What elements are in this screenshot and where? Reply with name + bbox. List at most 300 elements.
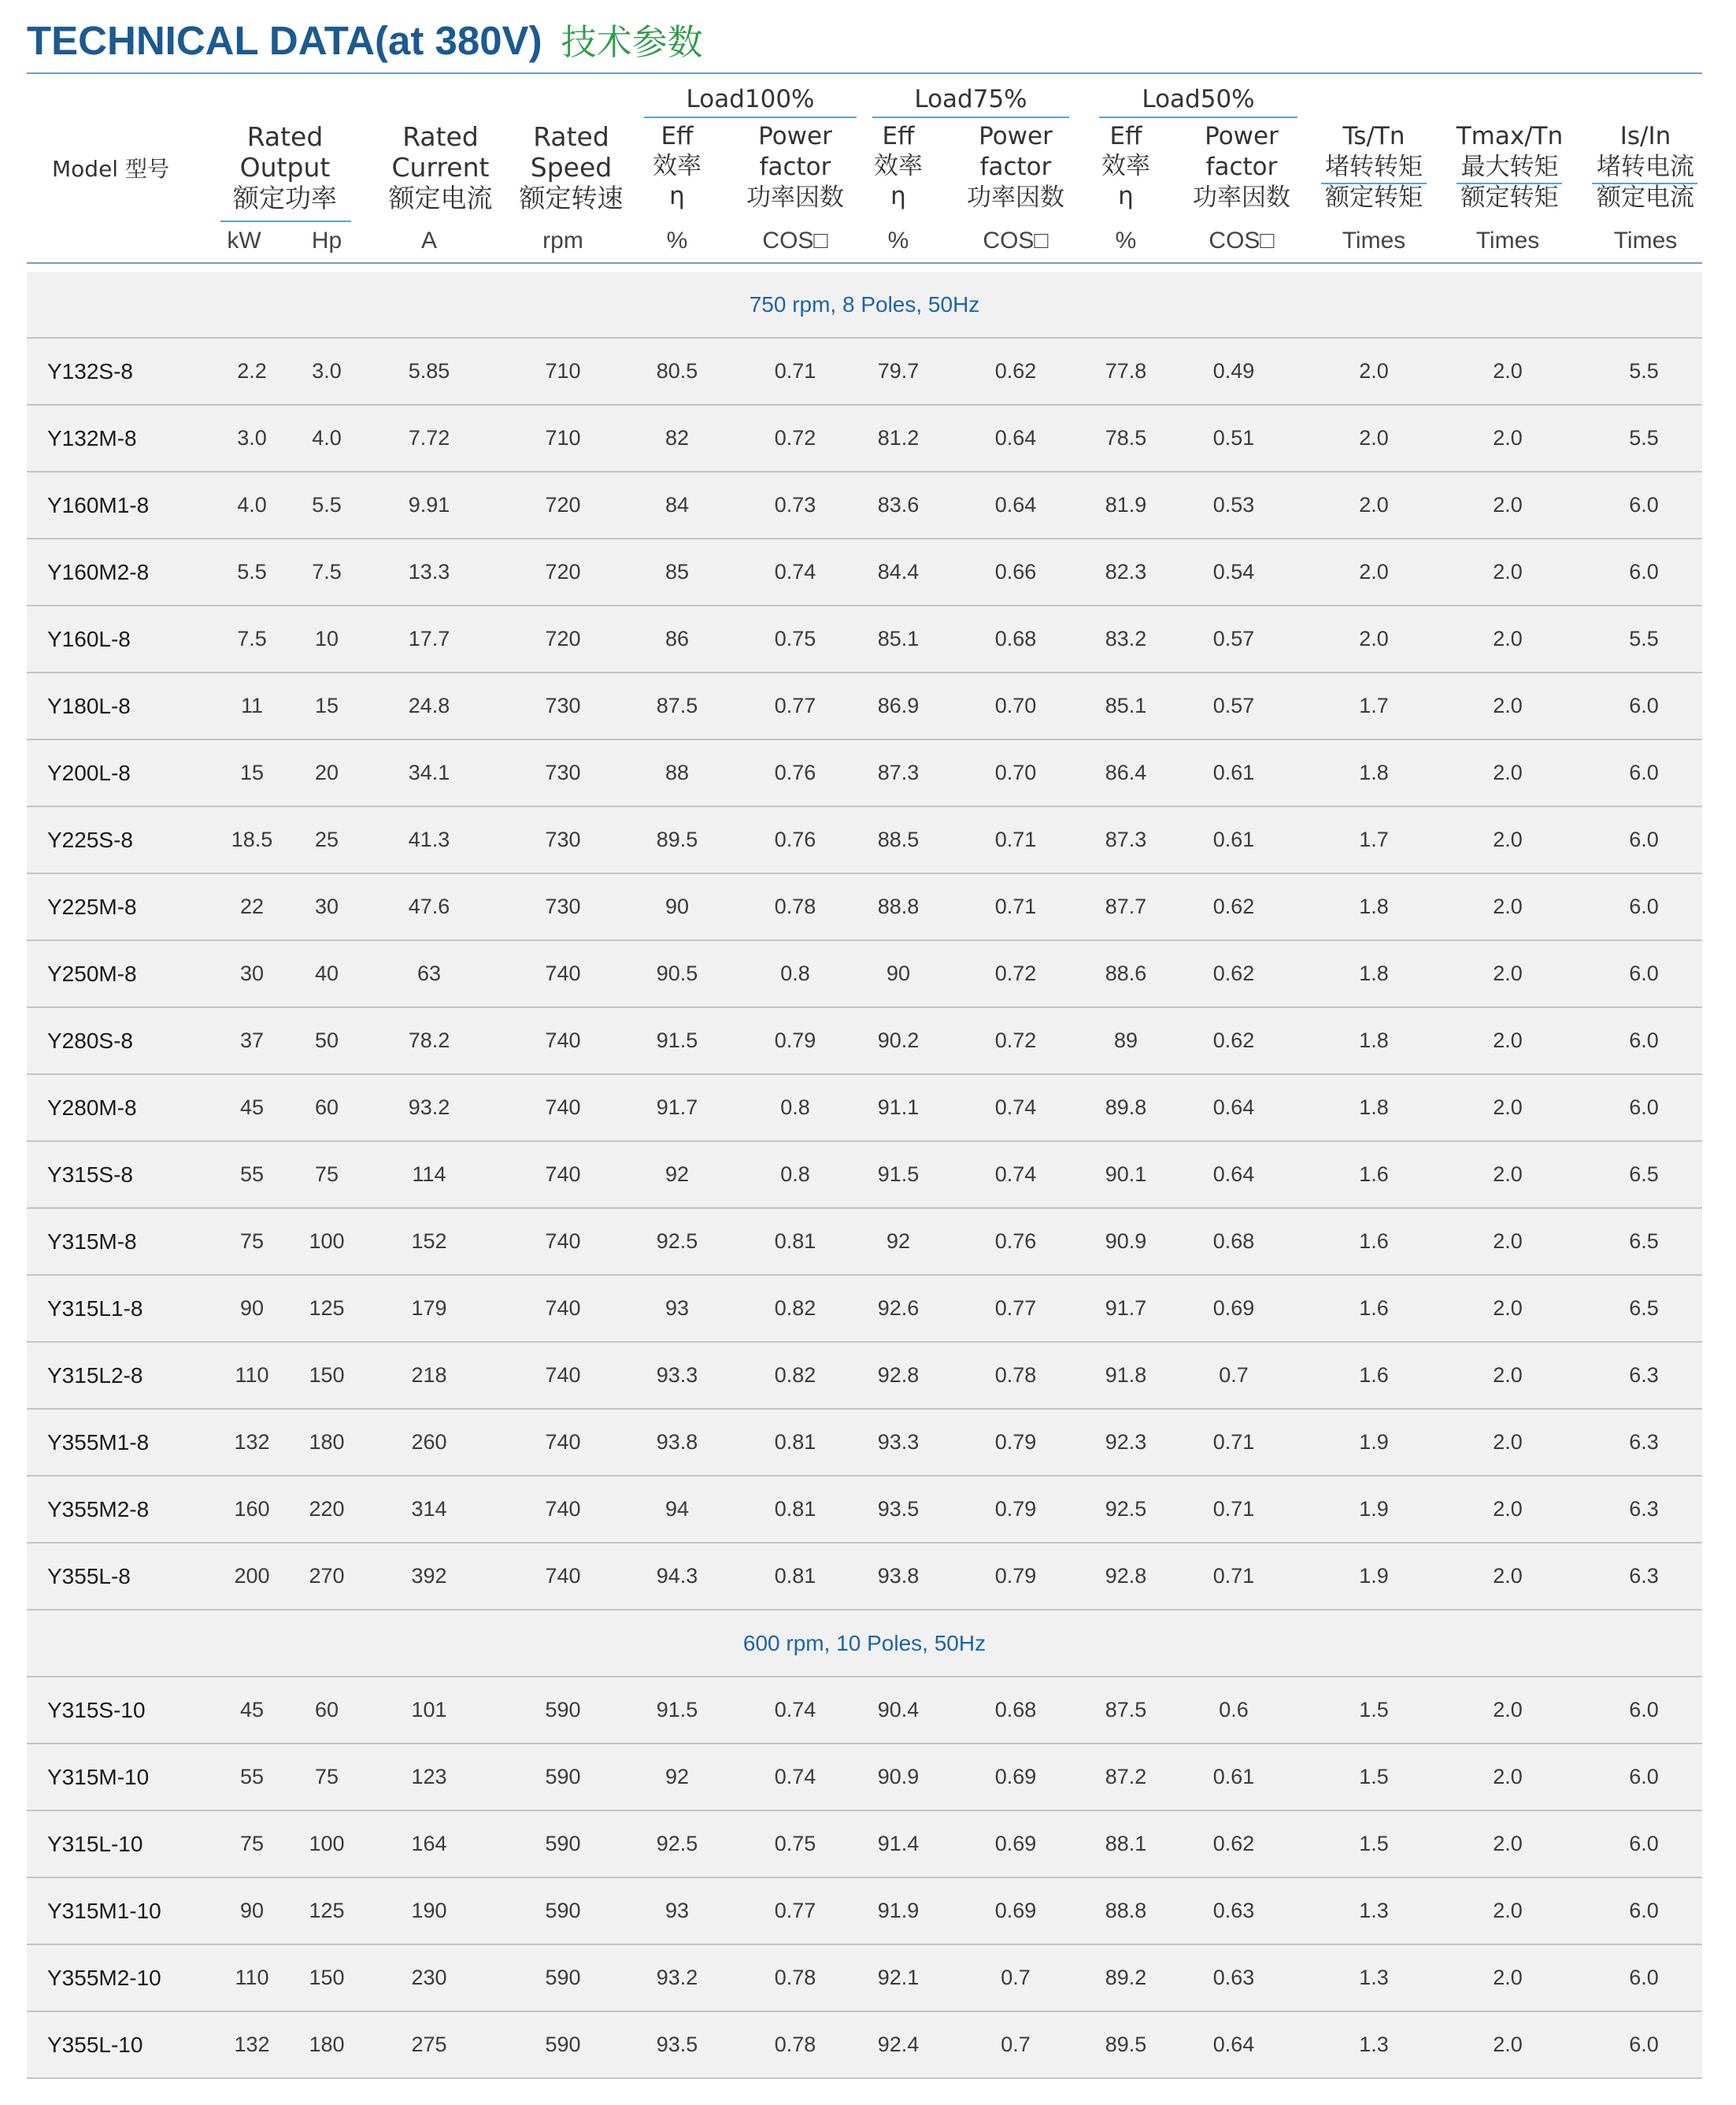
cell-output-hp: 125: [309, 1899, 345, 1922]
cell-eff-100: 93.3: [656, 1363, 698, 1387]
cell-output-kw: 30: [239, 962, 265, 985]
cell-eff-50: 78.5: [1105, 426, 1147, 450]
cell-model: Y355L-10: [47, 2033, 143, 2057]
cell-output-kw: 200: [234, 1564, 270, 1588]
table-row: [27, 740, 1702, 807]
cell-rated-current: 47.6: [408, 895, 450, 918]
cell-pf-100: 0.81: [774, 1497, 816, 1521]
header-model: [27, 154, 217, 185]
header-tmax-tn-line2: 最大转矩: [1460, 153, 1559, 181]
cell-pf-75: 0.68: [994, 1698, 1037, 1721]
header-is-in-line2: 堵转电流: [1597, 153, 1694, 181]
cell-output-hp: 100: [309, 1832, 345, 1855]
unit-is-in: Times: [1613, 228, 1678, 254]
cell-model: Y315M-8: [47, 1229, 137, 1254]
cell-eff-100: 92.5: [656, 1832, 698, 1855]
cell-eff-100: 93: [664, 1899, 690, 1922]
cell-pf-100: 0.76: [774, 828, 816, 851]
header-rated-output-line2: Output: [239, 152, 331, 183]
cell-output-kw: 90: [239, 1296, 265, 1320]
cell-pf-75: 0.7: [1001, 1966, 1031, 1989]
cell-rated-current: 5.85: [408, 359, 450, 383]
cell-rated-speed: 590: [545, 1966, 581, 1989]
cell-eff-75: 92.4: [877, 2033, 920, 2056]
cell-is-in: 6.0: [1629, 1966, 1659, 1989]
cell-eff-75: 83.6: [877, 493, 920, 517]
header-rated-speed-line2: Speed: [530, 152, 613, 183]
cell-pf-50: 0.57: [1212, 627, 1255, 650]
unit-eff-75: %: [887, 228, 909, 254]
cell-pf-100: 0.77: [774, 694, 816, 717]
cell-is-in: 6.0: [1629, 1899, 1659, 1922]
cell-eff-75: 92: [886, 1229, 911, 1253]
table-row: [27, 606, 1702, 673]
table-row: [27, 339, 1702, 406]
cell-eff-50: 77.8: [1105, 359, 1147, 383]
cell-eff-75: 92.8: [877, 1363, 920, 1387]
cell-output-hp: 40: [314, 962, 339, 985]
cell-eff-100: 93: [664, 1296, 690, 1320]
cell-tmax-tn: 2.0: [1493, 1095, 1523, 1119]
header-load100-underline: [644, 117, 857, 118]
header-pf-75-line1: Power: [979, 122, 1053, 150]
cell-rated-speed: 740: [545, 1229, 581, 1253]
unit-eff-100: %: [666, 228, 688, 254]
cell-rated-speed: 590: [545, 1899, 581, 1922]
cell-rated-speed: 730: [545, 828, 581, 851]
cell-pf-50: 0.49: [1212, 359, 1255, 383]
cell-output-kw: 2.2: [237, 359, 267, 383]
cell-rated-current: 9.91: [408, 493, 450, 517]
cell-tmax-tn: 2.0: [1493, 1162, 1523, 1186]
cell-is-in: 6.3: [1629, 1564, 1659, 1588]
cell-pf-75: 0.62: [994, 359, 1037, 383]
header-top-rule: [27, 72, 1702, 74]
cell-tmax-tn: 2.0: [1493, 1430, 1523, 1454]
section-label: 750 rpm, 8 Poles, 50Hz: [749, 292, 980, 317]
header-is-in-line3: 额定电流: [1597, 183, 1694, 212]
cell-pf-75: 0.69: [994, 1765, 1037, 1788]
cell-is-in: 6.0: [1629, 828, 1659, 851]
cell-eff-75: 91.9: [877, 1899, 920, 1922]
cell-is-in: 6.5: [1629, 1162, 1659, 1186]
cell-output-kw: 4.0: [237, 493, 267, 517]
cell-pf-50: 0.63: [1212, 1899, 1255, 1922]
cell-output-kw: 45: [239, 1698, 265, 1721]
cell-rated-current: 123: [411, 1765, 447, 1788]
cell-pf-100: 0.72: [774, 426, 816, 450]
cell-pf-100: 0.75: [774, 1832, 816, 1855]
header-eff-50: [1086, 121, 1165, 211]
table-row: [27, 1945, 1702, 2012]
cell-pf-100: 0.82: [774, 1363, 816, 1387]
cell-eff-50: 82.3: [1105, 560, 1147, 584]
cell-eff-75: 93.5: [877, 1497, 920, 1521]
cell-pf-50: 0.62: [1212, 895, 1255, 918]
cell-tmax-tn: 2.0: [1493, 1564, 1523, 1588]
header-pf-50-line1: Power: [1205, 122, 1279, 150]
cell-pf-100: 0.78: [774, 2033, 816, 2056]
cell-output-kw: 132: [234, 1430, 270, 1454]
table-row: [27, 1811, 1702, 1878]
cell-output-kw: 45: [239, 1095, 265, 1119]
header-is-in-line1: Is/In: [1619, 122, 1671, 150]
cell-eff-50: 81.9: [1105, 493, 1147, 517]
table-row: [27, 1410, 1702, 1477]
cell-rated-speed: 730: [545, 895, 581, 918]
unit-kw: kW: [227, 228, 261, 254]
cell-pf-75: 0.74: [994, 1095, 1037, 1119]
cell-pf-50: 0.68: [1212, 1229, 1255, 1253]
table-row: [27, 1209, 1702, 1276]
cell-model: Y355L-8: [47, 1564, 131, 1588]
cell-tmax-tn: 2.0: [1493, 1698, 1523, 1721]
header-pf-100-line3: 功率因数: [746, 183, 844, 212]
cell-eff-100: 87.5: [656, 694, 698, 717]
cell-tmax-tn: 2.0: [1493, 627, 1523, 650]
cell-output-hp: 180: [309, 1430, 345, 1454]
unit-eff-50: %: [1115, 228, 1137, 254]
cell-rated-current: 314: [411, 1497, 447, 1521]
cell-tmax-tn: 2.0: [1493, 426, 1523, 450]
cell-eff-100: 94: [664, 1497, 690, 1521]
cell-output-hp: 5.5: [312, 493, 342, 517]
cell-eff-50: 87.3: [1105, 828, 1147, 851]
cell-is-in: 5.5: [1629, 426, 1659, 450]
cell-rated-speed: 720: [545, 493, 581, 517]
cell-pf-50: 0.54: [1212, 560, 1255, 584]
cell-ts-tn: 2.0: [1359, 493, 1389, 517]
cell-pf-50: 0.61: [1212, 761, 1255, 784]
cell-is-in: 6.0: [1629, 1028, 1659, 1052]
header-eff-50-line2: 效率: [1101, 152, 1150, 180]
cell-tmax-tn: 2.0: [1493, 1832, 1523, 1855]
cell-is-in: 6.0: [1629, 761, 1659, 784]
cell-eff-75: 90.9: [877, 1765, 920, 1788]
cell-eff-50: 89.5: [1105, 2033, 1147, 2056]
cell-model: Y355M2-8: [47, 1497, 150, 1521]
cell-eff-100: 91.7: [656, 1095, 698, 1119]
cell-pf-50: 0.51: [1212, 426, 1255, 450]
cell-output-hp: 25: [314, 828, 339, 851]
cell-pf-75: 0.64: [994, 493, 1037, 517]
header-rated-current: [376, 121, 505, 213]
cell-eff-100: 90: [664, 895, 690, 918]
cell-eff-75: 93.8: [877, 1564, 920, 1588]
cell-model: Y225M-8: [47, 895, 137, 919]
cell-rated-speed: 730: [545, 694, 581, 717]
cell-output-hp: 270: [309, 1564, 345, 1588]
cell-rated-current: 114: [412, 1162, 446, 1186]
cell-is-in: 6.3: [1629, 1363, 1659, 1387]
cell-tmax-tn: 2.0: [1493, 1296, 1523, 1320]
cell-is-in: 6.3: [1629, 1497, 1659, 1521]
cell-pf-100: 0.71: [774, 359, 816, 383]
cell-output-kw: 3.0: [237, 426, 267, 450]
cell-ts-tn: 1.9: [1359, 1497, 1389, 1521]
header-eff-75-line3: η: [890, 182, 906, 210]
cell-pf-100: 0.8: [780, 1162, 810, 1186]
header-load100-label: Load100%: [686, 85, 815, 113]
cell-eff-75: 85.1: [877, 627, 920, 650]
header-pf-100: [732, 121, 858, 213]
unit-speed: rpm: [542, 228, 583, 254]
cell-eff-100: 93.2: [656, 1966, 698, 1989]
cell-tmax-tn: 2.0: [1493, 828, 1523, 851]
table-row: [27, 473, 1702, 539]
cell-eff-50: 83.2: [1105, 627, 1147, 650]
cell-pf-100: 0.8: [780, 1095, 810, 1119]
table-row: [27, 1744, 1702, 1811]
cell-rated-speed: 590: [545, 1765, 581, 1788]
cell-tmax-tn: 2.0: [1493, 1028, 1523, 1052]
cell-rated-speed: 720: [545, 560, 581, 584]
cell-pf-50: 0.64: [1212, 1162, 1255, 1186]
cell-ts-tn: 1.5: [1359, 1765, 1389, 1788]
table-row: [27, 673, 1702, 740]
cell-rated-current: 218: [411, 1363, 447, 1387]
cell-pf-75: 0.72: [994, 962, 1037, 985]
cell-is-in: 6.0: [1629, 2033, 1659, 2056]
table-row: [27, 807, 1702, 874]
cell-pf-75: 0.69: [994, 1899, 1037, 1922]
cell-model: Y180L-8: [47, 694, 131, 718]
cell-output-hp: 180: [309, 2033, 345, 2056]
unit-pf-75: COS□: [983, 228, 1049, 254]
cell-eff-75: 79.7: [877, 359, 920, 383]
cell-eff-75: 88.5: [877, 828, 920, 851]
cell-eff-50: 89.2: [1105, 1966, 1147, 1989]
table-row: [27, 1677, 1702, 1744]
cell-pf-75: 0.79: [994, 1430, 1037, 1454]
cell-output-hp: 50: [314, 1028, 339, 1052]
cell-ts-tn: 1.3: [1359, 1899, 1389, 1922]
cell-tmax-tn: 2.0: [1493, 1966, 1523, 1989]
cell-output-hp: 75: [314, 1765, 339, 1788]
header-ts-tn-line2: 堵转转矩: [1325, 153, 1423, 181]
header-ts-tn-line3: 额定转矩: [1325, 183, 1423, 212]
cell-eff-75: 81.2: [877, 426, 920, 450]
cell-ts-tn: 2.0: [1359, 426, 1389, 450]
cell-rated-speed: 740: [545, 1363, 581, 1387]
cell-eff-100: 82: [664, 426, 690, 450]
header-pf-50: [1179, 121, 1305, 213]
cell-pf-75: 0.78: [994, 1363, 1037, 1387]
table-row: [27, 1477, 1702, 1544]
cell-pf-100: 0.75: [774, 627, 816, 650]
unit-current: A: [420, 228, 437, 254]
cell-output-hp: 60: [314, 1698, 339, 1721]
cell-pf-75: 0.77: [994, 1296, 1037, 1320]
cell-ts-tn: 1.8: [1359, 1095, 1389, 1119]
cell-pf-75: 0.68: [994, 627, 1037, 650]
header-eff-100-line1: Eff: [661, 122, 694, 150]
cell-model: Y132S-8: [47, 359, 133, 384]
cell-eff-100: 91.5: [656, 1698, 698, 1721]
cell-model: Y225S-8: [47, 828, 133, 852]
cell-output-kw: 132: [234, 2033, 270, 2056]
cell-rated-current: 41.3: [408, 828, 450, 851]
cell-ts-tn: 1.3: [1359, 2033, 1389, 2056]
cell-pf-75: 0.7: [1001, 2033, 1031, 2056]
cell-rated-current: 230: [411, 1966, 447, 1989]
cell-eff-50: 91.7: [1105, 1296, 1147, 1320]
cell-tmax-tn: 2.0: [1493, 1899, 1523, 1922]
cell-pf-75: 0.74: [994, 1162, 1037, 1186]
cell-ts-tn: 2.0: [1359, 359, 1389, 383]
cell-model: Y160L-8: [47, 627, 131, 651]
cell-rated-current: 190: [411, 1899, 447, 1922]
cell-output-hp: 3.0: [312, 359, 342, 383]
cell-pf-50: 0.64: [1212, 2033, 1255, 2056]
cell-rated-current: 17.7: [408, 627, 450, 650]
cell-rated-speed: 590: [545, 1832, 581, 1855]
unit-tmax-tn: Times: [1475, 228, 1540, 254]
cell-pf-100: 0.81: [774, 1430, 816, 1454]
table-row: [27, 1878, 1702, 1945]
cell-ts-tn: 1.6: [1359, 1162, 1389, 1186]
cell-output-kw: 75: [239, 1229, 265, 1253]
header-pf-100-line2: factor: [759, 153, 831, 181]
header-eff-100-line3: η: [669, 182, 685, 210]
cell-eff-50: 88.6: [1105, 962, 1147, 985]
cell-rated-current: 392: [411, 1564, 447, 1588]
header-load75: [872, 83, 1069, 115]
cell-pf-100: 0.74: [774, 1698, 816, 1721]
header-load100: [644, 83, 857, 115]
cell-pf-50: 0.64: [1212, 1095, 1255, 1119]
cell-rated-speed: 720: [545, 627, 581, 650]
cell-output-hp: 15: [314, 694, 339, 717]
table-row: [27, 941, 1702, 1008]
cell-rated-current: 78.2: [408, 1028, 450, 1052]
cell-tmax-tn: 2.0: [1493, 895, 1523, 918]
cell-rated-current: 13.3: [408, 560, 450, 584]
cell-eff-50: 91.8: [1105, 1363, 1147, 1387]
cell-eff-50: 90.1: [1105, 1162, 1147, 1186]
cell-pf-100: 0.78: [774, 895, 816, 918]
header-bottom-rule: [27, 262, 1702, 264]
cell-pf-100: 0.78: [774, 1966, 816, 1989]
header-load75-underline: [872, 117, 1069, 118]
table-body: [27, 272, 1702, 2079]
cell-rated-speed: 590: [545, 1698, 581, 1721]
section-header-row: [27, 1610, 1702, 1677]
cell-eff-50: 87.2: [1105, 1765, 1147, 1788]
cell-ts-tn: 1.8: [1359, 962, 1389, 985]
cell-rated-current: 260: [411, 1430, 447, 1454]
cell-tmax-tn: 2.0: [1493, 1363, 1523, 1387]
cell-rated-current: 164: [411, 1832, 447, 1855]
cell-output-kw: 22: [239, 895, 265, 918]
table-row: [27, 1276, 1702, 1343]
cell-is-in: 6.0: [1629, 1765, 1659, 1788]
cell-pf-75: 0.69: [994, 1832, 1037, 1855]
cell-tmax-tn: 2.0: [1493, 1497, 1523, 1521]
header-tmax-tn-divider: [1457, 183, 1562, 184]
header-eff-50-line1: Eff: [1109, 122, 1142, 150]
header-model-label: Model 型号: [52, 156, 169, 182]
cell-output-hp: 150: [309, 1966, 345, 1989]
cell-pf-75: 0.72: [994, 1028, 1037, 1052]
table-row: [27, 1544, 1702, 1610]
cell-model: Y250M-8: [47, 962, 137, 986]
cell-pf-100: 0.82: [774, 1296, 816, 1320]
cell-pf-75: 0.66: [994, 560, 1037, 584]
cell-output-hp: 30: [314, 895, 339, 918]
cell-output-kw: 5.5: [237, 560, 267, 584]
cell-ts-tn: 1.9: [1359, 1430, 1389, 1454]
header-rated-current-line3: 额定电流: [388, 183, 493, 213]
table-row: [27, 1142, 1702, 1209]
cell-model: Y355M1-8: [47, 1430, 150, 1455]
section-label: 600 rpm, 10 Poles, 50Hz: [742, 1631, 986, 1655]
cell-output-hp: 125: [309, 1296, 345, 1320]
header-is-in: [1579, 121, 1712, 213]
cell-output-kw: 160: [234, 1497, 270, 1521]
cell-ts-tn: 1.6: [1359, 1363, 1389, 1387]
cell-eff-100: 90.5: [656, 962, 698, 985]
cell-output-kw: 37: [239, 1028, 265, 1052]
cell-output-hp: 60: [314, 1095, 339, 1119]
cell-eff-75: 88.8: [877, 895, 920, 918]
cell-ts-tn: 1.5: [1359, 1698, 1389, 1721]
cell-is-in: 6.0: [1629, 694, 1659, 717]
cell-model: Y132M-8: [47, 426, 137, 450]
unit-pf-50: COS□: [1209, 228, 1275, 254]
header-load50-underline: [1099, 117, 1297, 118]
cell-pf-100: 0.8: [780, 962, 810, 985]
cell-eff-50: 87.5: [1105, 1698, 1147, 1721]
cell-is-in: 6.5: [1629, 1296, 1659, 1320]
cell-eff-50: 87.7: [1105, 895, 1147, 918]
cell-is-in: 6.0: [1629, 560, 1659, 584]
header-pf-50-line2: factor: [1205, 153, 1278, 181]
cell-pf-50: 0.7: [1219, 1363, 1249, 1387]
header-pf-75: [953, 121, 1079, 213]
cell-tmax-tn: 2.0: [1493, 1229, 1523, 1253]
cell-output-kw: 110: [235, 1363, 269, 1387]
header-tmax-tn-line3: 额定转矩: [1460, 183, 1559, 212]
header-eff-50-line3: η: [1118, 182, 1134, 210]
cell-pf-50: 0.63: [1212, 1966, 1255, 1989]
cell-tmax-tn: 2.0: [1493, 1765, 1523, 1788]
header-tmax-tn-line1: Tmax/Tn: [1456, 122, 1564, 150]
table-row: [27, 1075, 1702, 1142]
cell-ts-tn: 1.7: [1359, 828, 1389, 851]
cell-rated-current: 24.8: [408, 694, 450, 717]
cell-pf-100: 0.81: [774, 1229, 816, 1253]
cell-output-kw: 110: [235, 1966, 269, 1989]
cell-rated-current: 101: [411, 1698, 447, 1721]
cell-eff-75: 87.3: [877, 761, 920, 784]
cell-eff-75: 92.6: [877, 1296, 920, 1320]
cell-output-kw: 75: [239, 1832, 265, 1855]
header-ts-tn-divider: [1321, 183, 1427, 184]
cell-pf-50: 0.53: [1212, 493, 1255, 517]
cell-rated-speed: 710: [545, 426, 581, 450]
cell-output-kw: 11: [240, 694, 264, 717]
cell-eff-75: 92.1: [877, 1966, 920, 1989]
cell-tmax-tn: 2.0: [1493, 2033, 1523, 2056]
cell-pf-100: 0.81: [774, 1564, 816, 1588]
cell-ts-tn: 1.3: [1359, 1966, 1389, 1989]
cell-rated-current: 275: [411, 2033, 447, 2056]
cell-model: Y280S-8: [47, 1028, 133, 1053]
cell-model: Y315M1-10: [47, 1899, 161, 1923]
cell-eff-100: 93.5: [656, 2033, 698, 2056]
header-eff-100-line2: 效率: [653, 152, 701, 180]
